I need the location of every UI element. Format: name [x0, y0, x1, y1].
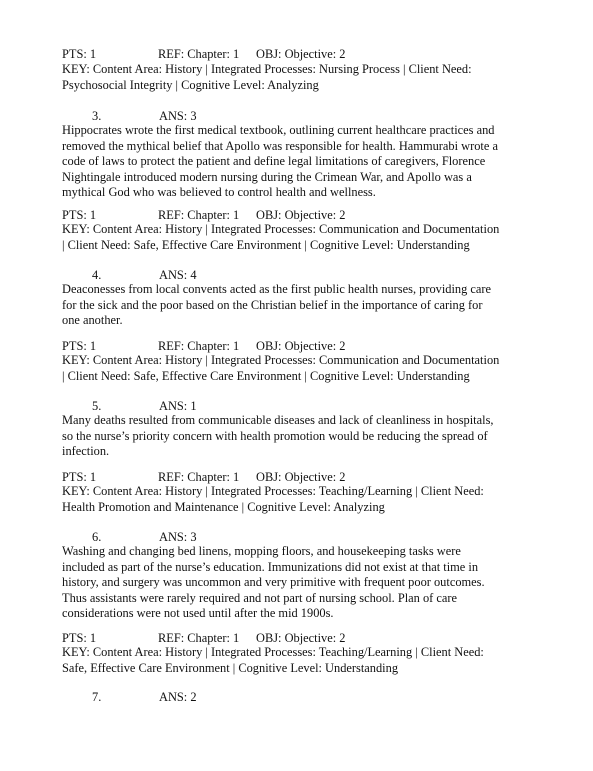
- answer: ANS: 3: [159, 530, 197, 544]
- answer: ANS: 3: [159, 109, 197, 123]
- key-text: KEY: Content Area: History | Integrated Processes: Nursing Process | Client Need: Psychosocial Integrity | Cognitive Level: Analyzing: [62, 62, 472, 92]
- question-number: 7.: [92, 690, 102, 704]
- points: PTS: 1: [62, 47, 97, 61]
- rationale-text: Deaconesses from local convents acted as the first public health nurses, providing care for the sick and the poor based on the Christian belief in the importance of caring for one another.: [62, 282, 492, 327]
- rationale-text: Many deaths resulted from communicable diseases and lack of cleanliness in hospitals, so the nurse’s priority concern with health promotion would be reducing the spread of infection.: [62, 413, 494, 458]
- key-text: KEY: Content Area: History | Integrated Processes: Teaching/Learning | Client Need: Safe, Effective Care Environment | Cognitive Level: Understanding: [62, 645, 484, 675]
- points: PTS: 1: [62, 208, 97, 222]
- answer: ANS: 4: [159, 268, 197, 282]
- reference: REF: Chapter: 1: [158, 631, 240, 645]
- rationale-text: Hippocrates wrote the first medical textbook, outlining current healthcare practices and removed the mythical belief that Apollo was responsible for health. Hammurabi wrote a code of laws to protect the patient and define legal limitations of caregivers, Florence Nightingale introduced modern nursing during the Crimean War, and Apollo was a mythical God who was believed to control health and wellness.: [62, 123, 498, 199]
- points: PTS: 1: [62, 339, 97, 353]
- reference: REF: Chapter: 1: [158, 470, 240, 484]
- reference: REF: Chapter: 1: [158, 339, 240, 353]
- key-text: KEY: Content Area: History | Integrated Processes: Communication and Documentation | Client Need: Safe, Effective Care Environment | Cognitive Level: Understanding: [62, 353, 500, 383]
- answer-line: [62, 690, 502, 706]
- key-text: KEY: Content Area: History | Integrated Processes: Communication and Documentation | Client Need: Safe, Effective Care Environment | Cognitive Level: Understanding: [62, 222, 500, 252]
- question-number: 3.: [92, 109, 102, 123]
- objective: OBJ: Objective: 2: [256, 208, 346, 222]
- question-number: 6.: [92, 530, 102, 544]
- reference: REF: Chapter: 1: [158, 208, 240, 222]
- question-number: 5.: [92, 399, 102, 413]
- question-number: 4.: [92, 268, 102, 282]
- key-text: KEY: Content Area: History | Integrated Processes: Teaching/Learning | Client Need: Health Promotion and Maintenance | Cognitive Level: Analyzing: [62, 484, 484, 514]
- points: PTS: 1: [62, 470, 97, 484]
- objective: OBJ: Objective: 2: [256, 470, 346, 484]
- answer: ANS: 1: [159, 399, 197, 413]
- objective: OBJ: Objective: 2: [256, 631, 346, 645]
- answer: ANS: 2: [159, 690, 197, 704]
- objective: OBJ: Objective: 2: [256, 47, 346, 61]
- objective: OBJ: Objective: 2: [256, 339, 346, 353]
- reference: REF: Chapter: 1: [158, 47, 240, 61]
- points: PTS: 1: [62, 631, 97, 645]
- rationale-text: Washing and changing bed linens, mopping floors, and housekeeping tasks were included as part of the nurse’s education. Immunizations did not exist at that time in history, and surgery was uncommon and very primitive with frequent poor outcomes. Thus assistants were rarely required and not part of nursing school. Plan of care considerations were not used until after the mid 1900s.: [62, 544, 485, 620]
